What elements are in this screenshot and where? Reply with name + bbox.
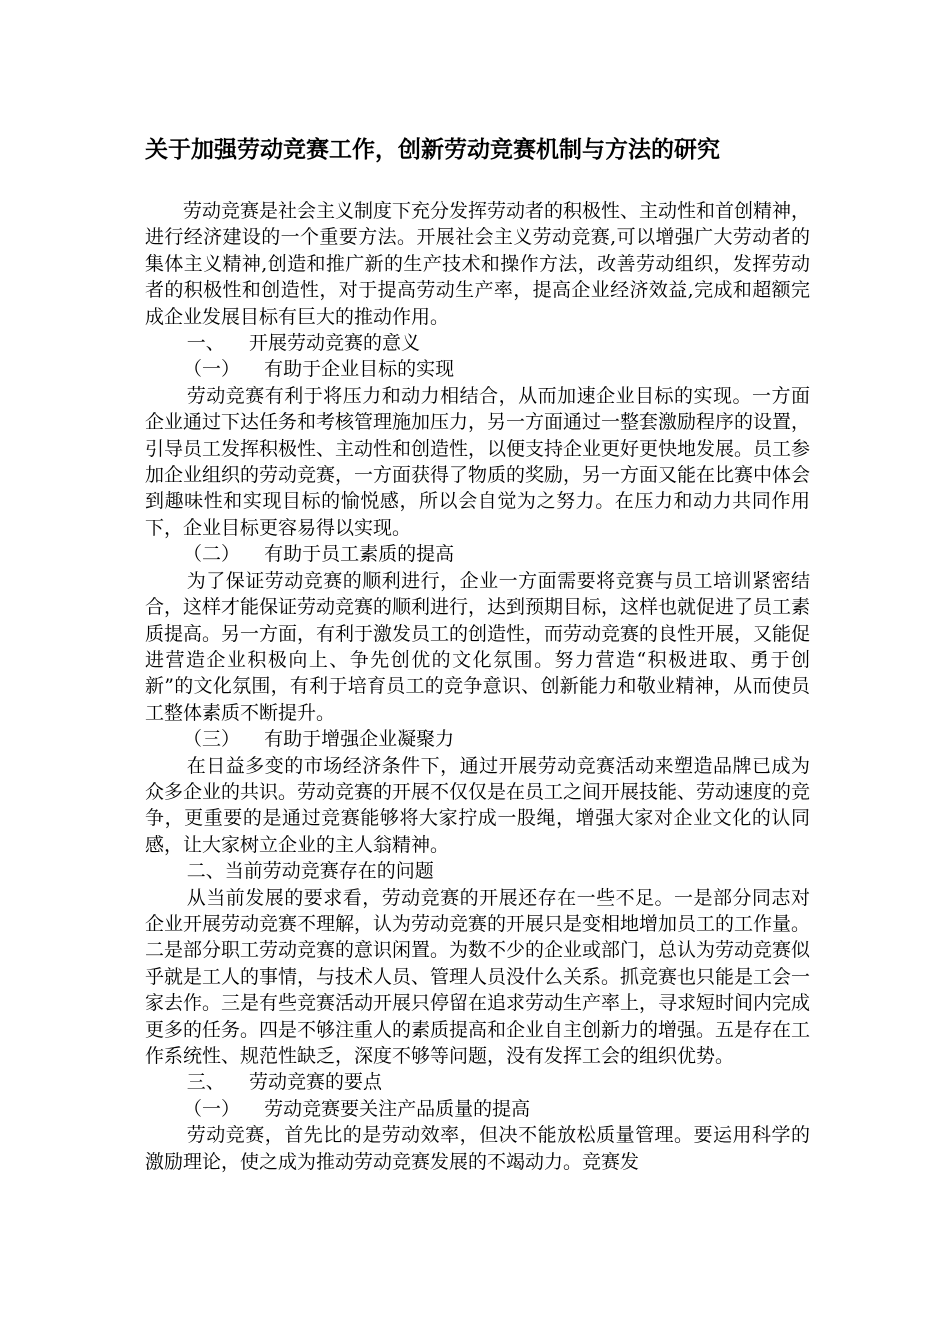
body-paragraph: 从当前发展的要求看，劳动竞赛的开展还存在一些不足。一是部分同志对企业开展劳动竞赛不理解，认为劳动竞赛的开展只是变相地增加员工的工作量。二是部分职工劳动竞赛的意识闲置。为数不少的企业或部门，总认为劳动竞赛似乎就是工人的事情，与技术人员、管理人员没什么关系。抓竞赛也只能是工会一家去作。三是有些竞赛活动开展只停留在追求劳动生产率上，寻求短时间内完成更多的任务。四是不够注重人的素质提高和企业自主创新力的增强。五是存在工作系统性、规范性缺乏，深度不够等问题，没有发挥工会的组织优势。 — [145, 886, 811, 1067]
subsection-heading-1-1: （一） 有助于企业目标的实现 — [183, 358, 455, 381]
document-body — [145, 198, 810, 1175]
section-heading-3: 三、 劳动竞赛的要点 — [186, 1071, 382, 1094]
subsection-heading-1-3: （三） 有助于增强企业凝聚力 — [183, 728, 455, 751]
body-paragraph: 在日益多变的市场经济条件下，通过开展劳动竞赛活动来塑造品牌已成为众多企业的共识。劳动竞赛的开展不仅仅是在员工之间开展技能、劳动速度的竞争，更重要的是通过竞赛能够将大家拧成一股绳，增强大家对企业文化的认同感，让大家树立企业的主人翁精神。 — [145, 754, 811, 856]
section-heading-2: 二、当前劳动竞赛存在的问题 — [186, 860, 434, 883]
subsection-heading-1-2: （二） 有助于员工素质的提高 — [183, 543, 455, 566]
body-paragraph: 为了保证劳动竞赛的顺利进行，企业一方面需要将竞赛与员工培训紧密结合，这样才能保证劳动竞赛的顺利进行，达到预期目标，这样也就促进了员工素质提高。另一方面，有利于激发员工的创造性，而劳动竞赛的良性开展，又能促进营造企业积极向上、争先创优的文化氛围。努力营造“积极进取、勇于创新”的文化氛围，有利于培育员工的竞争意识、创新能力和敬业精神，从而使员工整体素质不断提升。 — [145, 569, 811, 724]
intro-paragraph: 劳动竞赛是社会主义制度下充分发挥劳动者的积极性、主动性和首创精神，进行经济建设的一个重要方法。开展社会主义劳动竞赛,可以增强广大劳动者的集体主义精神,创造和推广新的生产技术和操作方法，改善劳动组织，发挥劳动者的积极性和创造性，对于提高劳动生产率，提高企业经济效益,完成和超额完成企业发展目标有巨大的推动作用。 — [145, 200, 811, 328]
body-paragraph: 劳动竞赛，首先比的是劳动效率，但决不能放松质量管理。要运用科学的激励理论，使之成为推动劳动竞赛发展的不竭动力。竞赛发 — [145, 1124, 810, 1173]
subsection-heading-3-1: （一） 劳动竞赛要关注产品质量的提高 — [183, 1097, 531, 1120]
body-paragraph: 劳动竞赛有利于将压力和动力相结合，从而加速企业目标的实现。一方面企业通过下达任务和考核管理施加压力，另一方面通过一整套激励程序的设置，引导员工发挥积极性、主动性和创造性，以便支持企业更好更快地发展。员工参加企业组织的劳动竞赛，一方面获得了物质的奖励，另一方面又能在比赛中体会到趣味性和实现目标的愉悦感，所以会自觉为之努力。在压力和动力共同作用下，企业目标更容易得以实现。 — [145, 384, 811, 539]
document-title: 关于加强劳动竞赛工作，创新劳动竞赛机制与方法的研究 — [145, 137, 720, 163]
section-heading-1: 一、 开展劳动竞赛的意义 — [186, 332, 420, 355]
